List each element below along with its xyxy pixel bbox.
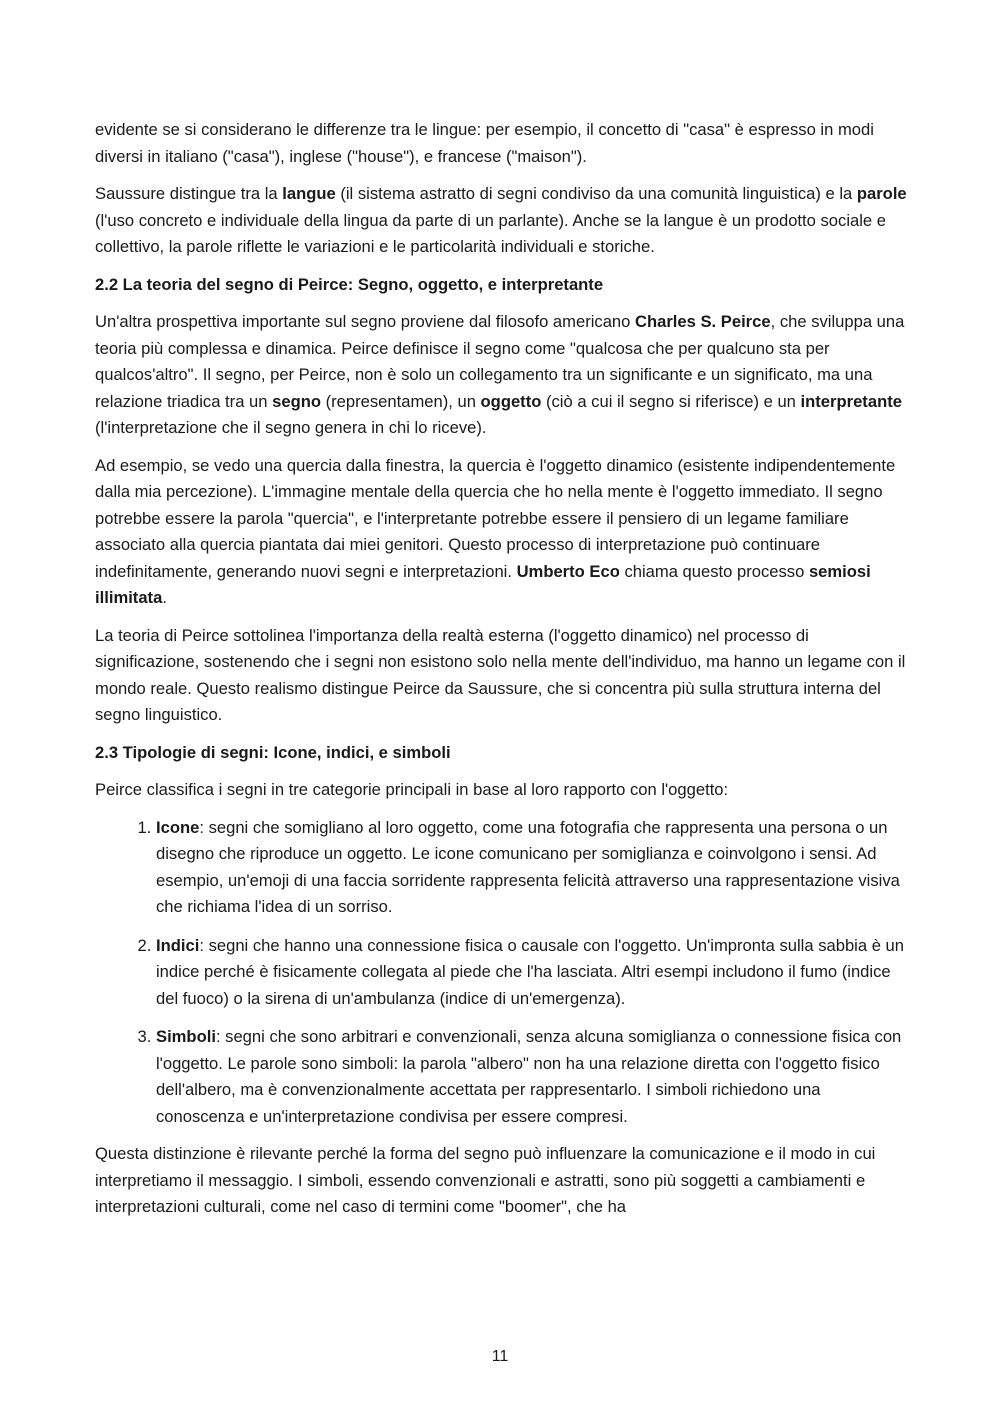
section-heading-2-3: 2.3 Tipologie di segni: Icone, indici, e simboli (95, 742, 451, 762)
text-run: (l'uso concreto e individuale della lingua da parte di un parlante). Anche se la langue è un prodotto sociale e collettivo, la parole riflette le variazioni e le particolarità individuali e storiche. (95, 210, 886, 256)
text-run: Un'altra prospettiva importante sul segno proviene dal filosofo americano (95, 312, 635, 331)
text-run: chiama questo processo (619, 561, 809, 581)
term-umberto-eco: Umberto Eco (516, 561, 620, 581)
text-run: , che sviluppa una teoria più complessa e dinamica. Peirce definisce il segno come "qualcosa che per qualcuno sta per qualcos'altro". Il segno, per Peirce, non è solo un collegamento tra un significante e un significato, ma una relazione triadica tra un (95, 312, 905, 411)
text-run: . (162, 588, 167, 607)
text-run: (representamen), un (320, 391, 481, 411)
list-item-simboli (156, 1024, 907, 1130)
section-heading-2-2: 2.2 La teoria del segno di Peirce: Segno, oggetto, e interpretante (95, 274, 604, 294)
paragraph-peirce (95, 309, 907, 442)
term-langue: langue (282, 184, 336, 203)
term-peirce: Charles S. Peirce (635, 312, 771, 331)
list-item-text: : segni che sono arbitrari e convenzionali, senza alcuna somiglianza o connessione fisica con l'oggetto. Le parole sono simboli: la parola "albero" non ha una relazione diretta con l'oggetto fisico dell'albero, ma è convenzionalmente accettata per rappresentarlo. I simboli richiedono una conoscenza e un'interpretazione condivisa per essere compresi. (156, 1027, 902, 1126)
list-item-indici (156, 933, 907, 1013)
term-interpretante: interpretante (800, 391, 902, 411)
term-indici: Indici (156, 935, 200, 955)
paragraph-distinzione: Questa distinzione è rilevante perché la forma del segno può influenzare la comunicazione e il modo in cui interpretiamo il messaggio. I simboli, essendo convenzionali e astratti, sono più soggetti a cambiamenti e interpretazioni culturali, come nel caso di termini come "boomer", che ha (95, 1144, 876, 1216)
term-segno: segno (272, 391, 321, 411)
sign-types-list (95, 815, 907, 1131)
paragraph-quercia (95, 453, 907, 612)
page-number: 11 (491, 1348, 509, 1365)
text-run: (l'interpretazione che il segno genera in chi lo riceve). (95, 418, 487, 437)
list-item-text: : segni che hanno una connessione fisica o causale con l'oggetto. Un'impronta sulla sabbia è un indice perché è fisicamente collegata al piede che l'ha lasciata. Altri esempi includono il fumo (indice del fuoco) o la sirena di un'ambulanza (indice di un'emergenza). (156, 935, 905, 1008)
text-run: Saussure distingue tra la (95, 184, 283, 203)
text-run: (ciò a cui il segno si riferisce) e un (541, 391, 801, 411)
paragraph-langue-parole (95, 181, 907, 261)
text-run: (il sistema astratto di segni condiviso da una comunità linguistica) e la (335, 184, 857, 203)
term-icone: Icone (156, 817, 200, 837)
text-run: Ad esempio, se vedo una quercia dalla finestra, la quercia è l'oggetto dinamico (esistente indipendentemente dalla mia percezione). L'immagine mentale della quercia che ho nella mente è l'oggetto immediato. Il segno potrebbe essere la parola "quercia", e l'interpretante potrebbe essere il pensiero di un legame familiare associato alla quercia piantata dai miei genitori. Questo processo di interpretazione può continuare indefinitamente, generando nuovi segni e interpretazioni. (95, 455, 896, 581)
paragraph-classifica: Peirce classifica i segni in tre categorie principali in base al loro rapporto con l'oggetto: (95, 780, 729, 799)
term-oggetto: oggetto (480, 391, 542, 411)
paragraph-lingue: evidente se si considerano le differenze tra le lingue: per esempio, il concetto di "casa" è espresso in modi diversi in italiano ("casa"), inglese ("house"), e francese ("maison"). (95, 120, 874, 166)
paragraph-realismo: La teoria di Peirce sottolinea l'importanza della realtà esterna (l'oggetto dinamico) nel processo di significazione, sostenendo che i segni non esistono solo nella mente dell'individuo, ma hanno un legame con il mondo reale. Questo realismo distingue Peirce da Saussure, che si concentra più sulla struttura interna del segno linguistico. (95, 625, 906, 724)
list-item-text: : segni che somigliano al loro oggetto, come una fotografia che rappresenta una persona o un disegno che riproduce un oggetto. Le icone comunicano per somiglianza e coinvolgono i sensi. Ad esempio, un'emoji di una faccia sorridente rappresenta felicità attraverso una rappresentazione visiva che richiama l'idea di un sorriso. (156, 817, 900, 916)
term-simboli: Simboli (156, 1027, 216, 1046)
term-semiosi: semiosi illimitata (95, 561, 871, 607)
document-page (95, 117, 907, 1232)
term-parole: parole (856, 184, 907, 203)
list-item-icone (156, 815, 907, 921)
